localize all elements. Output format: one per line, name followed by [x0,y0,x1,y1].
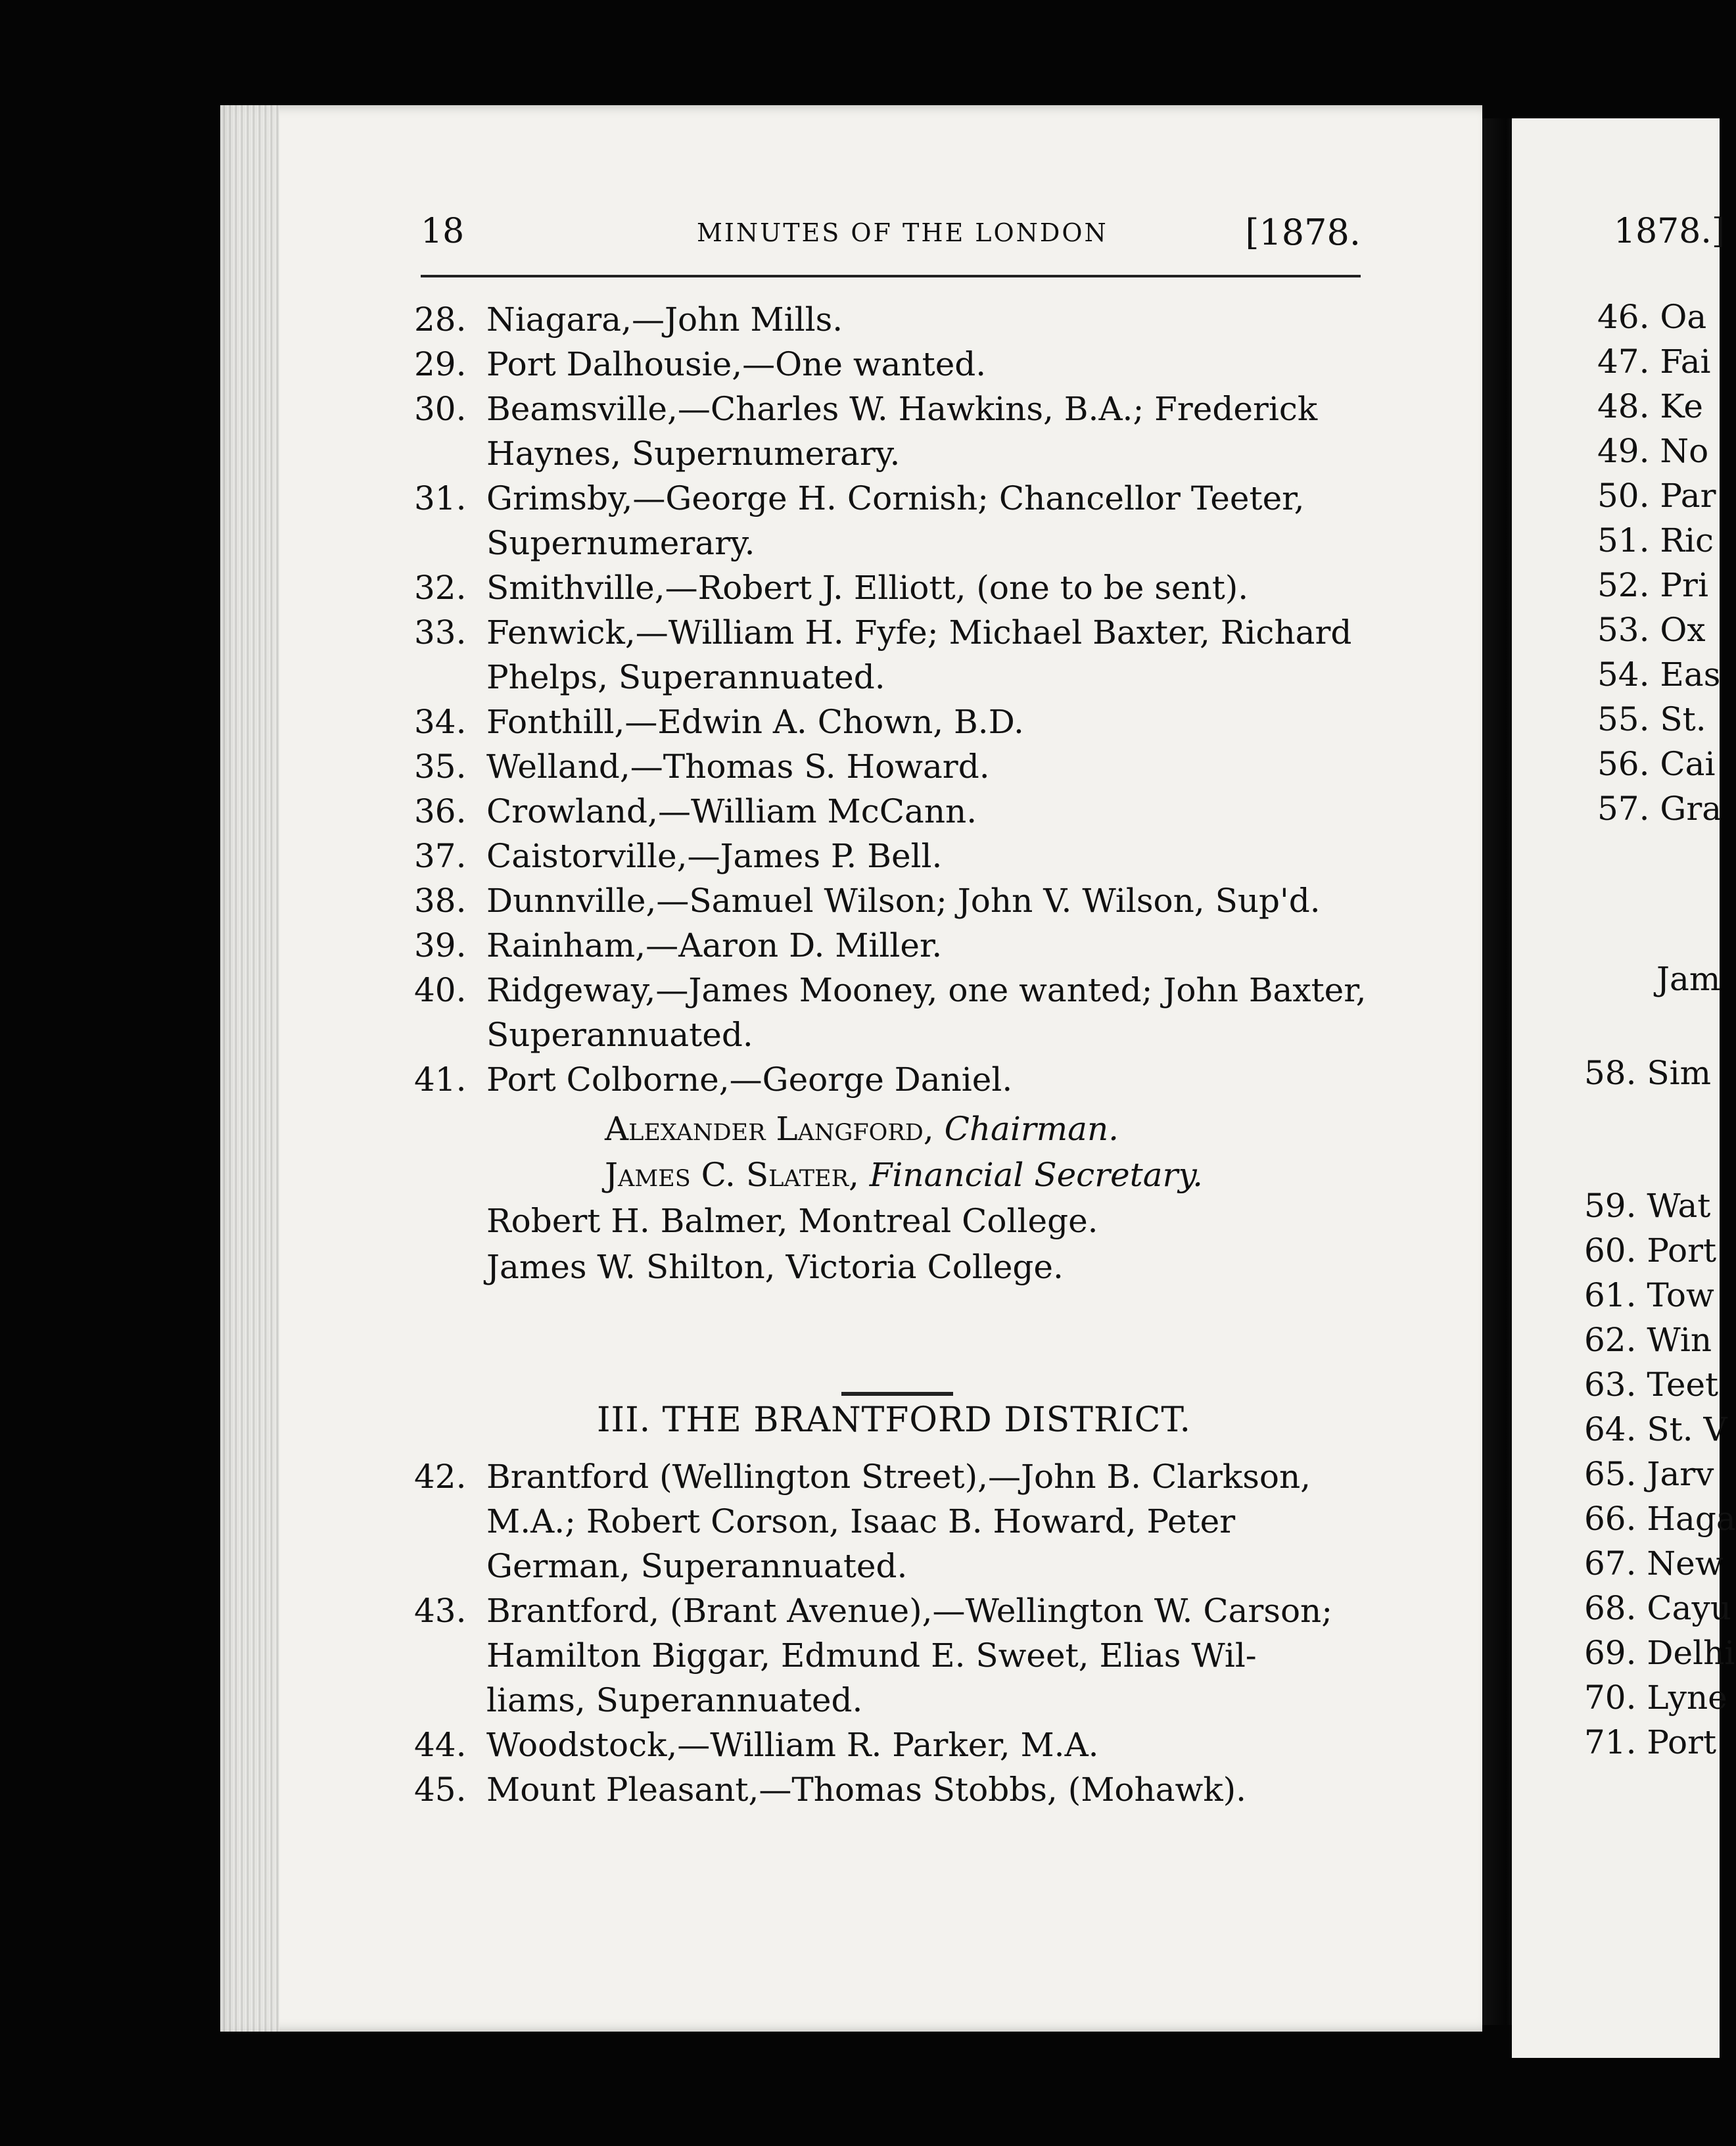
entry-text: Rainham,—Aaron D. Miller. [486,926,943,965]
entry-number: 44. [414,1726,467,1764]
entry-number: 37. [414,837,467,875]
right-page-entry: 55. St. [1597,700,1706,738]
right-page-entry: 50. Par [1597,477,1716,515]
entry-line [414,1723,1374,1767]
entry-continuation [414,521,1374,565]
signature-block [414,1102,1374,1290]
right-page-list-3 [1584,1183,1736,1765]
right-page-entry: 47. Fai [1597,343,1711,381]
circuit-list-brantford [414,1454,1374,1812]
entry-number: 34. [414,703,467,741]
entry-text: Grimsby,—George H. Cornish; Chancellor Teeter, [486,479,1305,517]
entry-line [414,387,1374,431]
right-page-entry: 70. Lyne [1584,1679,1727,1717]
entry-continuation [414,655,1374,700]
entry-number [414,431,486,476]
right-page-entry: 69. Delhi [1584,1634,1735,1672]
secretary-signature [414,1152,1374,1198]
college-line: James W. Shilton, Victoria College. [486,1248,1064,1286]
right-page-entry: 68. Cayu [1584,1589,1731,1627]
entry-line [414,1057,1374,1102]
right-page-entry: 71. Port [1584,1723,1717,1761]
entry-number: 31. [414,479,467,517]
entry-continuation [414,1499,1374,1544]
entry-line [414,1767,1374,1812]
entry-number: 29. [414,345,467,383]
entry-text: Brantford (Wellington Street),—John B. Clarkson, [486,1458,1311,1496]
section-divider [841,1392,953,1396]
right-page-entry: 67. New [1584,1544,1724,1583]
right-page-entry: 63. Teet [1584,1366,1719,1404]
entry-text: Crowland,—William McCann. [486,792,977,830]
entry-number: 40. [414,971,467,1009]
right-page-fragment: Jam [1656,960,1721,998]
entry-text: Haynes, Supernumerary. [486,435,901,473]
entry-text: Niagara,—John Mills. [486,300,843,339]
right-page-entry: 65. Jarv [1584,1455,1714,1493]
entry-continuation [414,1633,1374,1678]
entry-text: Welland,—Thomas S. Howard. [486,748,990,786]
entry-text: Beamsville,—Charles W. Hawkins, B.A.; Frederick [486,390,1318,428]
entry-text: Brantford, (Brant Avenue),—Wellington W. Carson; [486,1592,1333,1630]
entry-line [414,878,1374,923]
entry-number: 41. [414,1061,467,1099]
right-page-list [1597,295,1722,831]
right-page-entry: 60. Port [1584,1231,1717,1270]
entry-text: Fonthill,—Edwin A. Chown, B.D. [486,703,1024,741]
right-page-entry: 56. Cai [1597,745,1716,783]
entry-number [414,1013,486,1057]
entry-number: 30. [414,390,467,428]
entry-line [414,744,1374,789]
entry-text: Woodstock,—William R. Parker, M.A. [486,1726,1099,1764]
right-page-entry: 62. Win [1584,1321,1712,1359]
entry-text: Port Colborne,—George Daniel. [486,1061,1013,1099]
right-page-entry: 59. Wat [1584,1187,1711,1225]
page-header [421,212,1361,251]
entry-number: 45. [414,1771,467,1809]
entry-text: liams, Superannuated. [486,1681,863,1719]
entry-text: German, Superannuated. [486,1547,908,1585]
entry-continuation [414,1544,1374,1588]
entry-text: Hamilton Biggar, Edmund E. Sweet, Elias Wil- [486,1636,1257,1675]
running-title: MINUTES OF THE LONDON [697,218,1108,247]
entry-number [414,1678,486,1723]
page-number: 18 [421,212,465,251]
right-page-list-2 [1584,1051,1711,1095]
entry-continuation [414,1678,1374,1723]
entry-line [414,700,1374,744]
entry-continuation [414,1013,1374,1057]
right-page-entry: 64. St. V [1584,1410,1727,1448]
entry-number: 32. [414,569,467,607]
circuit-list-niagara [414,297,1374,1290]
entry-line [414,1454,1374,1499]
entry-number: 38. [414,882,467,920]
right-page-entry: 66. Haga [1584,1500,1736,1538]
entry-line [414,789,1374,834]
entry-line [414,565,1374,610]
right-page-entry: 49. No [1597,432,1709,470]
entry-line [414,297,1374,342]
right-page-header: 1878.] [1614,212,1725,251]
entry-text: M.A.; Robert Corson, Isaac B. Howard, Peter [486,1502,1236,1540]
entry-text: Smithville,—Robert J. Elliott, (one to be sent). [486,569,1249,607]
entry-line [414,476,1374,521]
right-page-entry: 58. Sim [1584,1054,1712,1092]
entry-line [414,923,1374,968]
entry-text: Mount Pleasant,—Thomas Stobbs, (Mohawk). [486,1771,1247,1809]
secretary-signature-name: James C. Slater, [605,1156,870,1194]
chairman-signature [414,1106,1374,1152]
entry-text: Caistorville,—James P. Bell. [486,837,943,875]
entry-text: Supernumerary. [486,524,755,562]
entry-text: Phelps, Superannuated. [486,658,885,696]
chairman-signature-title: Chairman. [944,1110,1119,1148]
right-page-entry: 48. Ke [1597,387,1704,425]
right-page-entry: 61. Tow [1584,1276,1714,1314]
right-page-entry: 54. Eas [1597,656,1721,694]
right-page-entry: 53. Ox [1597,611,1706,649]
entry-line [414,834,1374,878]
entry-number [414,1499,486,1544]
secretary-signature-title: Financial Secretary. [869,1156,1203,1194]
entry-line [414,968,1374,1013]
entry-text: Fenwick,—William H. Fyfe; Michael Baxter, Richard [486,613,1352,652]
section-title: III. THE BRANTFORD DISTRICT. [597,1400,1191,1440]
entry-number [414,1544,486,1588]
entry-text: Dunnville,—Samuel Wilson; John V. Wilson, Sup'd. [486,882,1321,920]
college-line: Robert H. Balmer, Montreal College. [486,1202,1098,1240]
chairman-signature-name: Alexander Langford, [605,1110,945,1148]
entry-number: 43. [414,1592,467,1630]
entry-line [414,1588,1374,1633]
entry-continuation [414,431,1374,476]
page-edge-strip [220,105,279,2032]
entry-number: 39. [414,926,467,965]
header-year: [1878. [1245,212,1361,253]
entry-number: 36. [414,792,467,830]
entry-number [414,655,486,700]
right-page-entry: 46. Oa [1597,298,1707,336]
entry-number: 33. [414,613,467,652]
entry-number: 28. [414,300,467,339]
entry-number: 35. [414,748,467,786]
entry-number [414,521,486,565]
header-rule [421,275,1361,277]
right-page-entry: 52. Pri [1597,566,1708,604]
entry-number [414,1633,486,1678]
right-page-entry: 51. Ric [1597,521,1714,560]
entry-line [414,610,1374,655]
entry-text: Ridgeway,—James Mooney, one wanted; John Baxter, [486,971,1367,1009]
entry-number: 42. [414,1458,467,1496]
entry-line [414,342,1374,387]
entry-text: Port Dalhousie,—One wanted. [486,345,987,383]
right-page-entry: 57. Gra [1597,790,1722,828]
entry-text: Superannuated. [486,1016,753,1054]
